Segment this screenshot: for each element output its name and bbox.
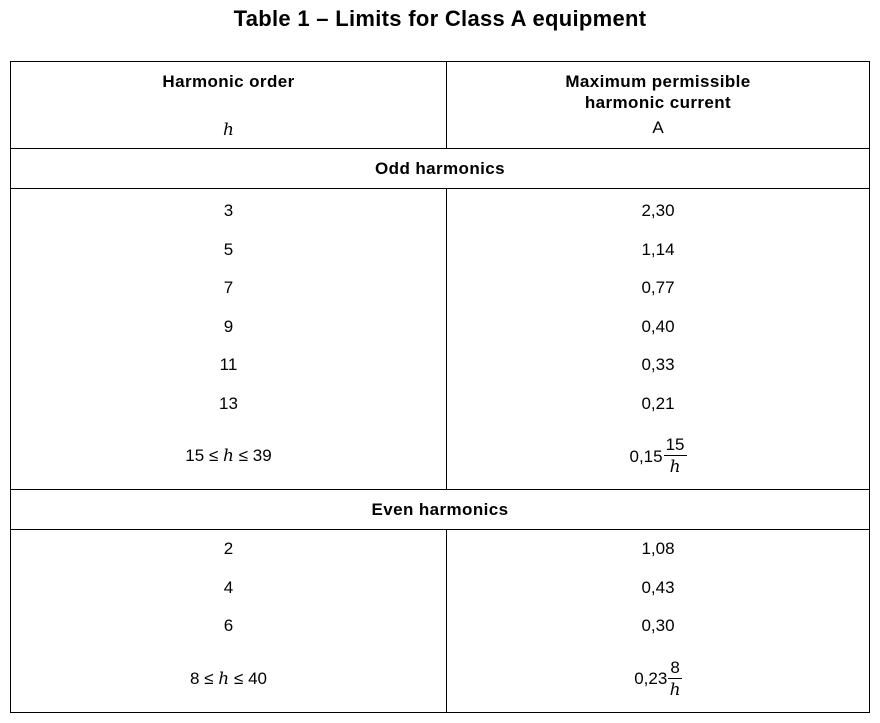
odd-order-cell: 9 bbox=[223, 316, 234, 336]
odd-order-range-cell bbox=[11, 423, 446, 489]
odd-limit-cell: 0,77 bbox=[641, 278, 675, 297]
odd-range-var: h bbox=[223, 446, 234, 466]
odd-limit-cell: 2,30 bbox=[641, 201, 675, 220]
odd-formula-fraction bbox=[664, 436, 687, 477]
odd-range-lower: 15 bbox=[185, 446, 205, 465]
table-header bbox=[11, 62, 869, 149]
odd-range-upper: 39 bbox=[252, 446, 272, 465]
odd-limit-cell: 0,21 bbox=[641, 393, 675, 413]
limits-table bbox=[10, 61, 870, 713]
header-harmonic-order-label: Harmonic order bbox=[162, 72, 295, 91]
even-order-cell: 6 bbox=[223, 616, 234, 635]
odd-limit-column bbox=[447, 189, 869, 489]
header-cell-max-current bbox=[447, 62, 869, 148]
header-max-current-line2: harmonic current bbox=[584, 93, 732, 112]
odd-order-cell: 13 bbox=[219, 393, 238, 413]
even-formula-numerator: 8 bbox=[670, 657, 680, 677]
section-even-harmonics: Even harmonics bbox=[11, 490, 869, 530]
odd-formula-numerator: 15 bbox=[665, 435, 685, 455]
odd-order-cell: 11 bbox=[219, 355, 238, 374]
header-max-current-unit: A bbox=[652, 118, 664, 137]
header-cell-harmonic-order bbox=[11, 62, 447, 148]
even-range-lower: 8 bbox=[190, 668, 200, 688]
odd-limit-formula bbox=[629, 436, 686, 477]
odd-order-column bbox=[11, 189, 447, 489]
odd-limit-formula-cell bbox=[447, 423, 869, 489]
odd-order-cell: 5 bbox=[223, 239, 234, 259]
even-harmonics-group bbox=[11, 530, 869, 712]
even-order-cell: 2 bbox=[223, 539, 234, 558]
odd-formula-denominator: h bbox=[669, 457, 681, 478]
even-range-op: ≤ bbox=[204, 668, 214, 688]
odd-range-op: ≤ bbox=[208, 446, 219, 465]
odd-formula-coef: 0,15 bbox=[629, 446, 663, 466]
odd-limit-cell: 0,33 bbox=[641, 355, 675, 374]
even-formula-fraction bbox=[668, 659, 681, 700]
table-title: Table 1 – Limits for Class A equipment bbox=[233, 6, 647, 31]
even-limit-formula bbox=[634, 659, 682, 700]
odd-harmonics-group bbox=[11, 189, 869, 490]
even-limit-column bbox=[447, 530, 869, 712]
even-limit-cell: 0,30 bbox=[641, 616, 675, 635]
odd-limit-cell: 1,14 bbox=[641, 239, 675, 259]
odd-order-cell: 3 bbox=[223, 201, 234, 220]
even-formula-denominator: h bbox=[669, 679, 681, 700]
even-order-cell: 4 bbox=[223, 577, 234, 597]
odd-limit-cell: 0,40 bbox=[641, 316, 675, 336]
header-harmonic-order-symbol: h bbox=[223, 120, 234, 140]
even-limit-cell: 1,08 bbox=[641, 539, 675, 558]
odd-range-op2: ≤ bbox=[238, 446, 249, 465]
header-max-current-line1: Maximum permissible bbox=[565, 72, 751, 91]
even-formula-coef: 0,23 bbox=[634, 669, 668, 689]
odd-order-cell: 7 bbox=[223, 278, 234, 297]
even-range-var: h bbox=[218, 668, 230, 689]
section-odd-harmonics: Odd harmonics bbox=[11, 149, 869, 189]
even-limit-cell: 0,43 bbox=[641, 577, 675, 597]
even-order-column bbox=[11, 530, 447, 712]
even-range-upper: 40 bbox=[248, 668, 267, 688]
even-order-range-cell bbox=[11, 646, 446, 712]
even-limit-formula-cell bbox=[447, 646, 869, 712]
even-range-op2: ≤ bbox=[233, 668, 244, 688]
